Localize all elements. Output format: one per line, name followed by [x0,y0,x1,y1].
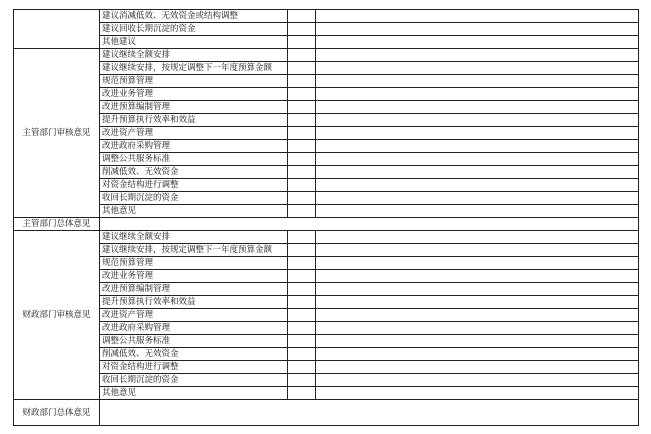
option-label: 建议消减低效、无效资金或结构调整 [100,10,288,23]
dept-review-label: 主管部门审核意见 [14,49,100,218]
option-note-field[interactable] [316,205,639,218]
option-label: 建议继续全额安排 [100,231,288,244]
option-label: 规范预算管理 [100,75,288,88]
dept-overall-field[interactable] [100,218,639,231]
option-checkbox[interactable] [288,23,316,36]
option-label: 改进资产管理 [100,127,288,140]
review-opinion-table-body [14,10,639,426]
option-label: 规范预算管理 [100,257,288,270]
option-note-field[interactable] [316,153,639,166]
option-note-field[interactable] [316,49,639,62]
option-checkbox[interactable] [288,179,316,192]
option-label: 削减低效、无效资金 [100,166,288,179]
table-row [14,309,639,322]
table-row [14,127,639,140]
option-label: 收回长期沉淀的资金 [100,374,288,387]
option-note-field[interactable] [316,179,639,192]
finance-overall-label: 财政部门总体意见 [14,400,100,426]
option-label: 对资金结构进行调整 [100,179,288,192]
option-label: 收回长期沉淀的资金 [100,192,288,205]
option-label: 改进政府采购管理 [100,322,288,335]
option-label: 削减低效、无效资金 [100,348,288,361]
option-note-field[interactable] [316,283,639,296]
option-checkbox[interactable] [288,140,316,153]
table-row [14,322,639,335]
table-row [14,231,639,244]
table-row [14,75,639,88]
option-checkbox[interactable] [288,166,316,179]
option-note-field[interactable] [316,322,639,335]
option-note-field[interactable] [316,88,639,101]
option-label: 建议继续安排，按规定调整下一年度预算金额 [100,62,288,75]
option-note-field[interactable] [316,270,639,283]
option-checkbox[interactable] [288,348,316,361]
option-checkbox[interactable] [288,231,316,244]
option-checkbox[interactable] [288,387,316,400]
option-note-field[interactable] [316,348,639,361]
table-row [14,140,639,153]
table-row [14,270,639,283]
option-note-field[interactable] [316,140,639,153]
option-checkbox[interactable] [288,101,316,114]
table-row [14,114,639,127]
option-label: 改进业务管理 [100,88,288,101]
table-row [14,335,639,348]
table-row [14,192,639,205]
option-note-field[interactable] [316,374,639,387]
option-note-field[interactable] [316,387,639,400]
option-checkbox[interactable] [288,192,316,205]
option-label: 改进业务管理 [100,270,288,283]
table-row [14,283,639,296]
option-checkbox[interactable] [288,205,316,218]
option-checkbox[interactable] [288,374,316,387]
table-row [14,296,639,309]
option-label: 改进资产管理 [100,309,288,322]
review-opinion-table [13,9,639,426]
finance-review-label: 财政部门审核意见 [14,231,100,400]
table-row [14,88,639,101]
option-note-field[interactable] [316,192,639,205]
option-checkbox[interactable] [288,257,316,270]
option-label: 其他建议 [100,36,288,49]
option-checkbox[interactable] [288,296,316,309]
table-row [14,400,639,426]
option-checkbox[interactable] [288,153,316,166]
option-label: 建议回收长期沉淀的资金 [100,23,288,36]
option-note-field[interactable] [316,36,639,49]
option-label: 对资金结构进行调整 [100,361,288,374]
table-row [14,218,639,231]
table-row [14,10,639,23]
option-note-field[interactable] [316,75,639,88]
table-row [14,205,639,218]
table-row [14,348,639,361]
table-row [14,23,639,36]
option-checkbox[interactable] [288,10,316,23]
table-row [14,257,639,270]
option-label: 其他意见 [100,205,288,218]
table-row [14,179,639,192]
option-checkbox[interactable] [288,62,316,75]
option-checkbox[interactable] [288,335,316,348]
option-note-field[interactable] [316,114,639,127]
option-note-field[interactable] [316,10,639,23]
option-label: 调整公共服务标准 [100,335,288,348]
table-row [14,374,639,387]
option-label: 改进预算编制管理 [100,283,288,296]
finance-overall-field[interactable] [100,400,639,426]
dept-overall-label: 主管部门总体意见 [14,218,100,231]
option-checkbox[interactable] [288,36,316,49]
table-row [14,244,639,257]
table-row [14,49,639,62]
option-label: 改进政府采购管理 [100,140,288,153]
table-row [14,361,639,374]
option-note-field[interactable] [316,309,639,322]
option-label: 建议继续安排，按规定调整下一年度预算金额 [100,244,288,257]
option-label: 提升预算执行效率和效益 [100,114,288,127]
option-note-field[interactable] [316,257,639,270]
option-note-field[interactable] [316,361,639,374]
option-checkbox[interactable] [288,322,316,335]
option-checkbox[interactable] [288,283,316,296]
table-row [14,62,639,75]
option-label: 提升预算执行效率和效益 [100,296,288,309]
option-checkbox[interactable] [288,270,316,283]
table-row [14,387,639,400]
option-label: 建议继续全额安排 [100,49,288,62]
option-label: 其他意见 [100,387,288,400]
option-note-field[interactable] [316,127,639,140]
option-note-field[interactable] [316,244,639,257]
option-note-field[interactable] [316,101,639,114]
option-note-field[interactable] [316,23,639,36]
option-checkbox[interactable] [288,361,316,374]
option-note-field[interactable] [316,296,639,309]
option-label: 调整公共服务标准 [100,153,288,166]
option-note-field[interactable] [316,62,639,75]
option-checkbox[interactable] [288,49,316,62]
option-checkbox[interactable] [288,127,316,140]
continued-section-label [14,10,100,49]
option-note-field[interactable] [316,335,639,348]
option-checkbox[interactable] [288,75,316,88]
option-checkbox[interactable] [288,88,316,101]
table-row [14,153,639,166]
table-row [14,101,639,114]
table-row [14,36,639,49]
option-checkbox[interactable] [288,244,316,257]
option-checkbox[interactable] [288,309,316,322]
table-row [14,166,639,179]
option-note-field[interactable] [316,231,639,244]
option-note-field[interactable] [316,166,639,179]
option-checkbox[interactable] [288,114,316,127]
option-label: 改进预算编制管理 [100,101,288,114]
